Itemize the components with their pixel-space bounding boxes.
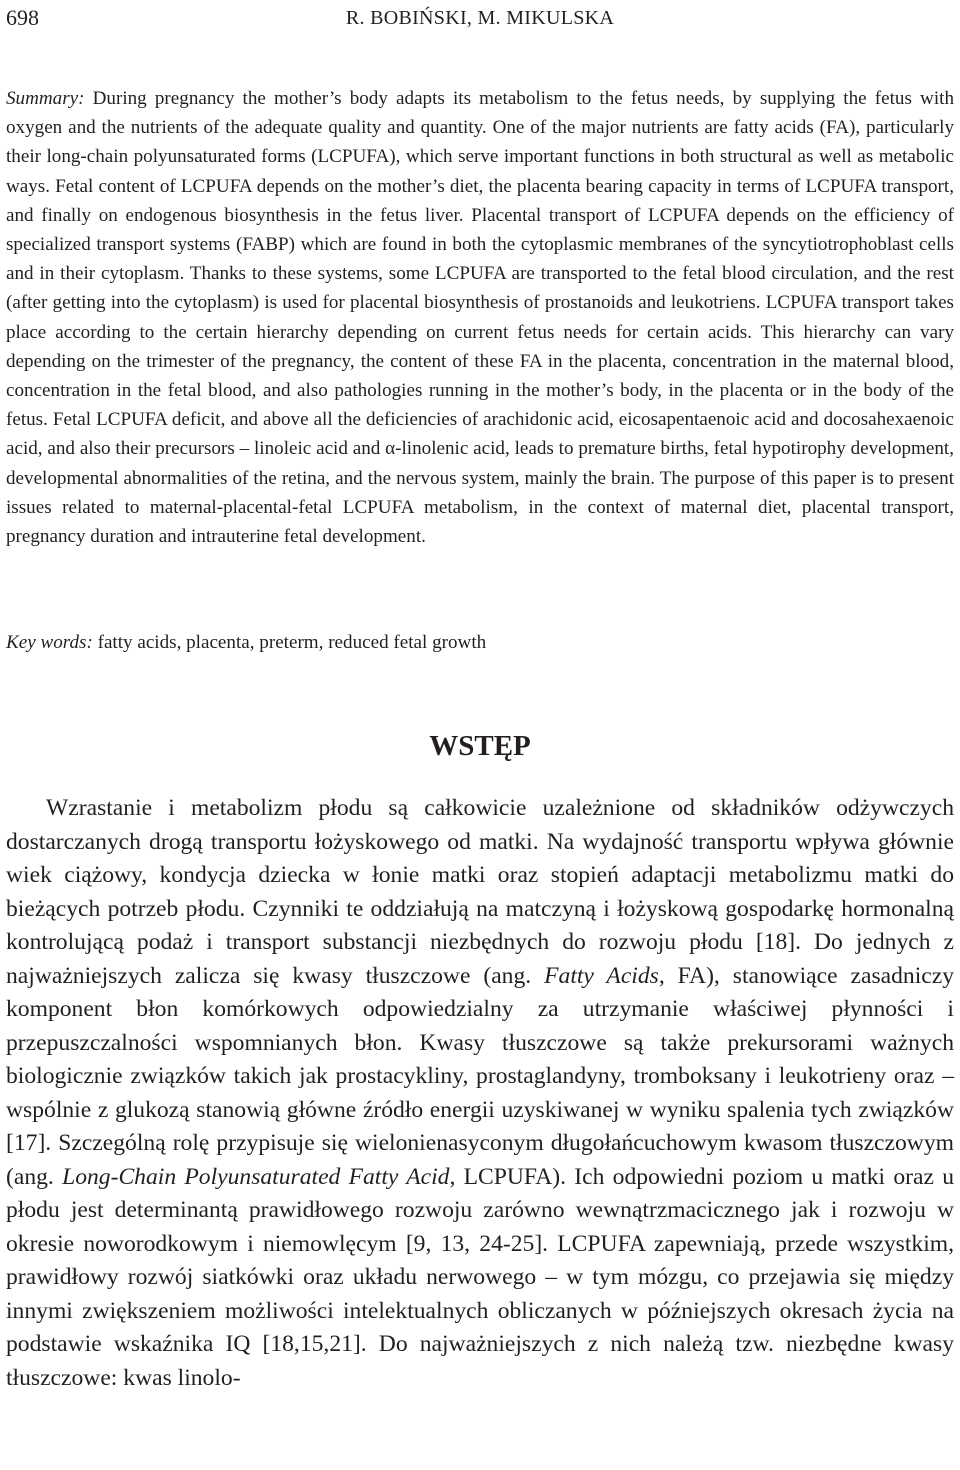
body-text-part-3: , LCPUFA). Ich odpowiedni poziom u matki oraz u płodu jest determinantą prawidłowego rozwoju zarówno wewnątrzmacicznego jak i rozwoju w okresie noworodkowym i niemowlęcym [9, 13, 24-25]. LCPUFA zapewniają, przede wszystkim, prawidłowy rozwój siatkówki oraz układu nerwowego – w tym mózgu, co przejawia się między innymi zwiększeniem możliwości intelektualnych obliczanych w późniejszych okresach życia na podstawie wskaźnika IQ [18,15,21]. Do najważniejszych z nich należą tzw. niezbędne kwasy tłuszczowe: kwas linolo-	[6, 1163, 954, 1391]
running-title: R. BOBIŃSKI, M. MIKULSKA	[345, 7, 615, 29]
keywords-text: fatty acids, placenta, preterm, reduced fetal growth	[97, 632, 487, 653]
section-heading: WSTĘP	[429, 730, 531, 762]
body-term-lcpufa: Long-Chain Polyunsaturated Fatty Acid	[62, 1163, 450, 1190]
body-text-part-2: , FA), stanowiące zasadniczy komponent błon komórkowych odpowiedzialny za utrzymanie właściwej płynności i przepuszczalności wspomnianych błon. Kwasy tłuszczowe są także prekursorami ważnych biologicznie związków takich jak prostacykliny, prostaglandyny, tromboksany i leukotrieny oraz – wspólnie z glukozą stanowią główne źródło energii uzyskiwanej w wyniku spalenia tych związków [17]. Szczególną rolę przypisuje się wielonienasyconym długołańcuchowym kwasom tłuszczowym (ang.	[6, 962, 954, 1190]
body-paragraph	[6, 792, 954, 1395]
summary-text: During pregnancy the mother’s body adapts its metabolism to the fetus needs, by supplying the fetus with oxygen and the nutrients of the adequate quality and quantity. One of the major nutrients are fatty acids (FA), particularly their long-chain polyunsaturated forms (LCPUFA), which serve important functions in both structural as well as metabolic ways. Fetal content of LCPUFA depends on the mother’s diet, the placenta bearing capacity in terms of LCPUFA transport, and finally on endogenous biosynthesis in the fetus liver. Placental transport of LCPUFA depends on the efficiency of specialized transport systems (FABP) which are found in both the cytoplasmic membranes of the syncytiotrophoblast cells and in their cytoplasm. Thanks to these systems, some LCPUFA are transported to the fetal blood circulation, and the rest (after getting into the cytoplasm) is used for placental biosynthesis of prostanoids and leukotriens. LCPUFA transport takes place according to the certain hierarchy depending on current fetus needs for certain acids. This hierarchy can vary depending on the trimester of the pregnancy, the content of these FA in the placenta, concentration in the maternal blood, concentration in the fetal blood, and also pathologies running in the mother’s body, in the placenta or in the body of the fetus. Fetal LCPUFA deficit, and above all the deficiencies of arachidonic acid, eicosapentaenoic acid and docosahexaenoic acid, and also their precursors – linoleic acid and α-linolenic acid, leads to premature births, fetal hypotirophy development, developmental abnormalities of the retina, and the nervous system, mainly the brain. The purpose of this paper is to present issues related to maternal-placental-fetal LCPUFA metabolism, in the context of maternal diet, placental transport, pregnancy duration and intrauterine fetal development.	[6, 88, 954, 548]
keywords-line	[6, 628, 954, 657]
body-text-part-1: Wzrastanie i metabolizm płodu są całkowicie uzależnione od składników odżywczych dostarczanych drogą transportu łożyskowego od matki. Na wydajność transportu wpływa głównie wiek ciążowy, kondycja dziecka w łonie matki oraz stopień adaptacji metabolizmu matki do bieżących potrzeb płodu. Czynniki te oddziałują na matczyną i łożyskową gospodarkę hormonalną kontrolującą podaż i transport substancji niezbędnych do rozwoju płodu [18]. Do jednych z najważniejszych zalicza się kwasy tłuszczowe (ang.	[6, 795, 954, 989]
page-number: 698	[6, 5, 39, 30]
body-term-fatty-acids: Fatty Acids	[544, 962, 659, 989]
keywords-label: Key words:	[6, 632, 93, 653]
summary-paragraph	[6, 84, 954, 551]
summary-label: Summary:	[6, 88, 85, 109]
